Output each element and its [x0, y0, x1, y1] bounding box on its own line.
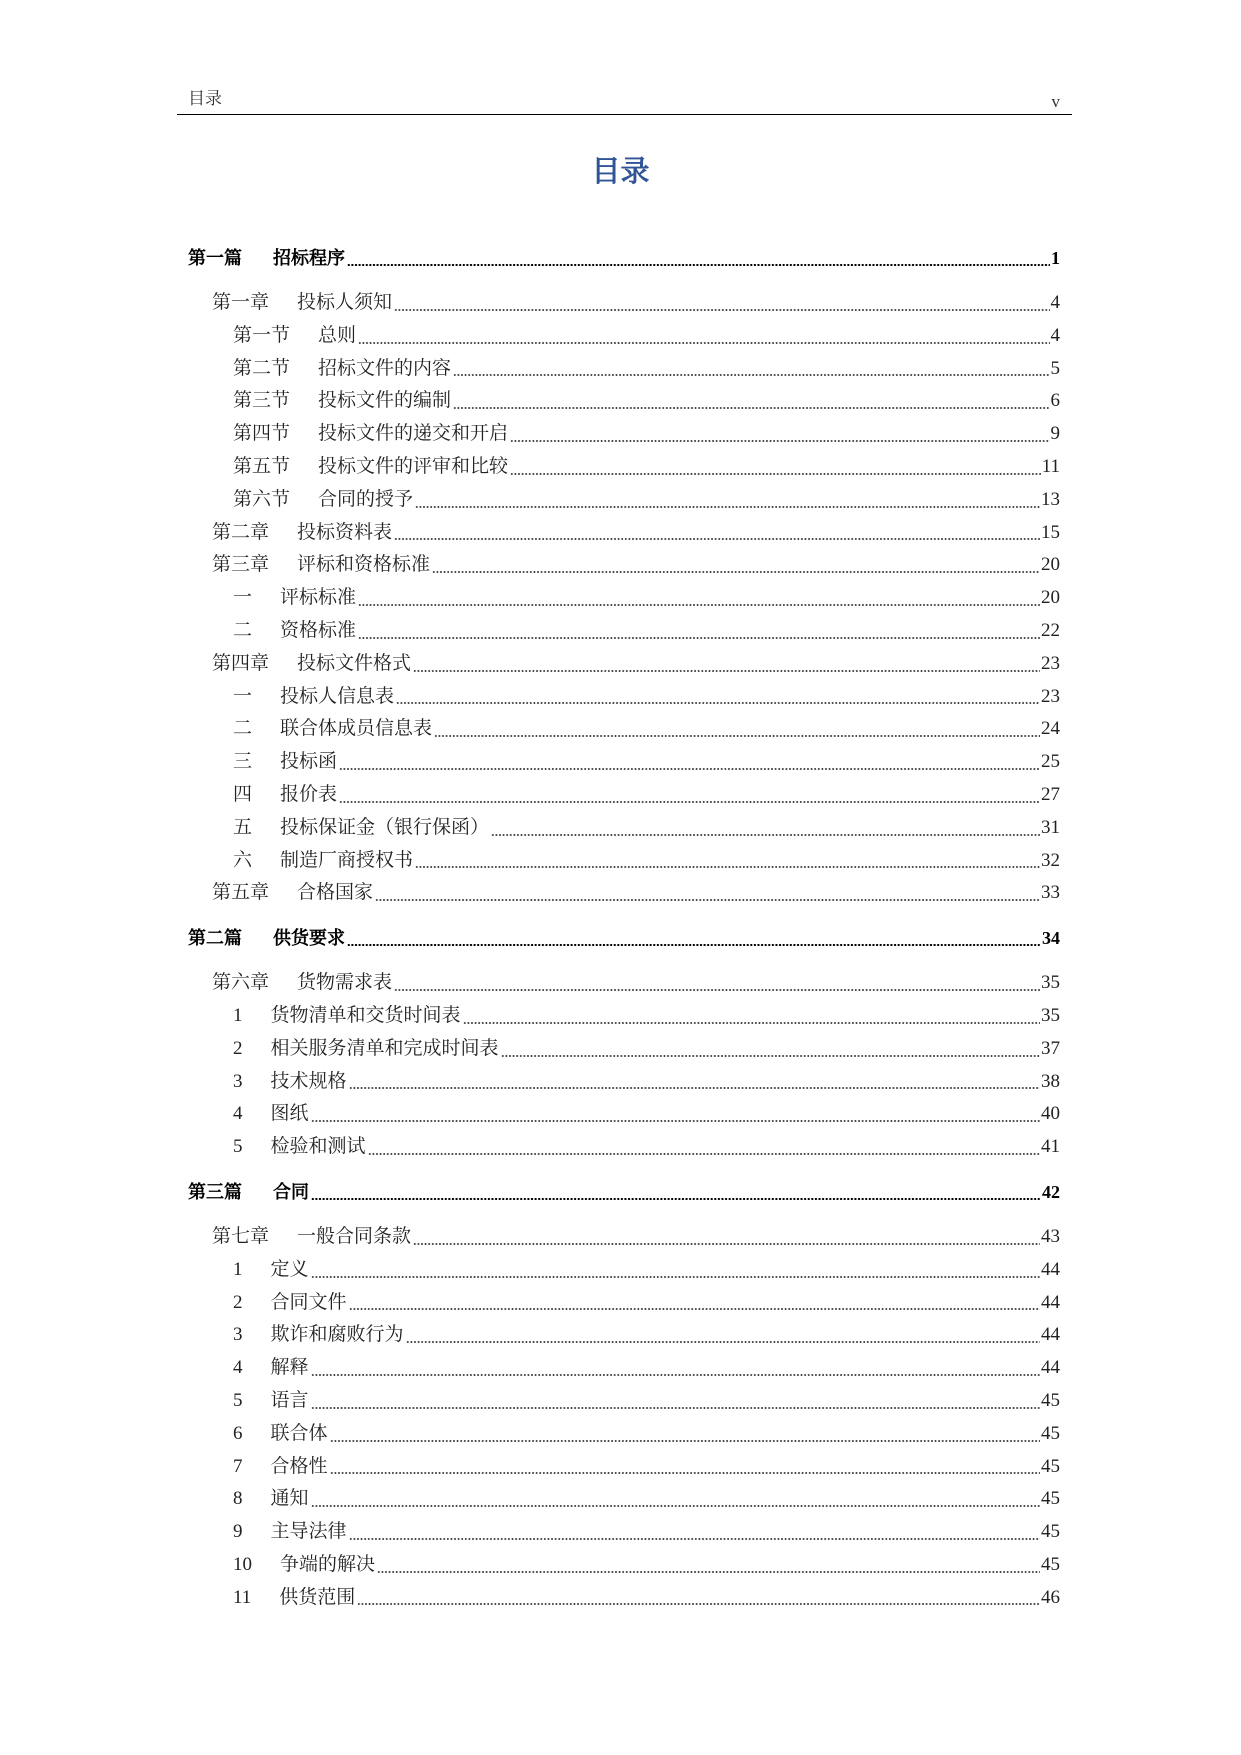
toc-page-number: 35 [1041, 1004, 1060, 1026]
toc-page-number: 42 [1042, 1181, 1060, 1202]
toc-page-number: 44 [1041, 1258, 1060, 1280]
dot-leader [311, 1198, 1041, 1200]
toc-section-entry[interactable] [188, 484, 1060, 517]
dot-leader [510, 440, 1049, 442]
toc-page-number: 40 [1041, 1103, 1060, 1125]
toc-entry-title: 投标文件格式 [297, 652, 412, 674]
toc-entry-number: 8 [233, 1488, 243, 1510]
toc-entry-title: 通知 [270, 1488, 309, 1510]
toc-entry-number: 7 [233, 1455, 243, 1477]
toc-entry-title: 图纸 [270, 1103, 309, 1125]
dot-leader [396, 702, 1040, 704]
toc-entry-title: 评标标准 [280, 587, 357, 609]
toc-page-number: 35 [1041, 972, 1060, 994]
toc-entry-number: 3 [233, 1324, 243, 1346]
dot-leader [339, 768, 1040, 770]
toc-entry-title: 争端的解决 [280, 1553, 376, 1575]
toc-page-number: 43 [1041, 1225, 1060, 1247]
toc-page-number: 34 [1042, 928, 1060, 949]
dot-leader [311, 1505, 1040, 1507]
toc-section-entry[interactable] [188, 320, 1060, 353]
toc-entry-number: 第四节 [233, 423, 291, 445]
toc-entry-number: 二 [233, 718, 253, 740]
table-of-contents [188, 242, 1060, 1614]
toc-entry-number: 第七章 [212, 1225, 270, 1247]
dot-leader [434, 735, 1040, 737]
toc-page-number: 45 [1041, 1553, 1060, 1575]
toc-section-entry[interactable] [188, 1066, 1060, 1099]
toc-section-entry[interactable] [188, 1516, 1060, 1549]
toc-page-number: 45 [1041, 1488, 1060, 1510]
dot-leader [432, 571, 1040, 573]
toc-part-entry[interactable] [188, 1176, 1060, 1209]
toc-entry-title: 欺诈和腐败行为 [270, 1324, 404, 1346]
toc-entry-title: 投标文件的递交和开启 [318, 423, 509, 445]
dot-leader [415, 506, 1040, 508]
toc-page-number: 37 [1041, 1037, 1060, 1059]
dot-leader [394, 989, 1040, 991]
dot-leader [311, 1120, 1040, 1122]
toc-entry-number: 二 [233, 619, 253, 641]
toc-page-number: 45 [1041, 1455, 1060, 1477]
toc-chapter-entry[interactable] [188, 287, 1060, 320]
dot-leader [358, 637, 1040, 639]
toc-entry-title: 投标人信息表 [280, 685, 395, 707]
toc-page-number: 4 [1050, 324, 1060, 346]
toc-chapter-entry[interactable] [188, 1221, 1060, 1254]
dot-leader [453, 407, 1049, 409]
toc-entry-title: 资格标准 [280, 619, 357, 641]
toc-entry-title: 投标文件的编制 [318, 390, 452, 412]
toc-page-number: 20 [1041, 554, 1060, 576]
toc-entry-number: 第六节 [233, 488, 291, 510]
toc-entry-number: 1 [233, 1258, 243, 1280]
toc-section-entry[interactable] [188, 1483, 1060, 1516]
dot-leader [339, 801, 1040, 803]
page-title: 目录 [591, 154, 650, 188]
toc-entry-title: 合格性 [270, 1455, 328, 1477]
toc-page-number: 45 [1041, 1389, 1060, 1411]
toc-entry-title: 投标文件的评审和比较 [318, 455, 509, 477]
dot-leader [368, 1153, 1040, 1155]
toc-page-number: 32 [1041, 849, 1060, 871]
running-header-title: 目录 [188, 89, 222, 108]
toc-entry-number: 2 [233, 1291, 243, 1313]
dot-leader [491, 834, 1040, 836]
toc-section-entry[interactable] [188, 1254, 1060, 1287]
toc-section-entry[interactable] [188, 812, 1060, 845]
toc-section-entry[interactable] [188, 1385, 1060, 1418]
toc-entry-title: 供货要求 [273, 928, 345, 950]
toc-entry-title: 一般合同条款 [297, 1225, 412, 1247]
toc-page-number: 44 [1041, 1291, 1060, 1313]
toc-entry-title: 报价表 [280, 783, 338, 805]
dot-leader [510, 473, 1041, 475]
dot-leader [349, 1308, 1040, 1310]
toc-section-entry[interactable] [188, 1451, 1060, 1484]
dot-leader [330, 1440, 1040, 1442]
toc-entry-title: 评标和资格标准 [297, 554, 431, 576]
toc-entry-title: 投标资料表 [297, 521, 393, 543]
toc-page-number: 5 [1050, 357, 1060, 379]
running-header-page-number: v [1051, 92, 1060, 111]
toc-entry-number: 第三节 [233, 390, 291, 412]
toc-page-number: 22 [1041, 619, 1060, 641]
toc-entry-number: 第五章 [212, 882, 270, 904]
toc-section-entry[interactable] [188, 681, 1060, 714]
toc-page-number: 31 [1041, 816, 1060, 838]
dot-leader [406, 1341, 1040, 1343]
toc-section-entry[interactable] [188, 1033, 1060, 1066]
dot-leader [311, 1374, 1040, 1376]
toc-page-number: 9 [1050, 423, 1060, 445]
toc-entry-number: 第六章 [212, 972, 270, 994]
toc-entry-number: 3 [233, 1070, 243, 1092]
toc-section-entry[interactable] [188, 779, 1060, 812]
toc-page-number: 15 [1041, 521, 1060, 543]
toc-entry-number: 第一节 [233, 324, 291, 346]
toc-chapter-entry[interactable] [188, 967, 1060, 1000]
toc-entry-title: 招标文件的内容 [318, 357, 452, 379]
toc-entry-title: 合同的授予 [318, 488, 414, 510]
toc-entry-title: 制造厂商授权书 [280, 849, 414, 871]
dot-leader [311, 1407, 1040, 1409]
dot-leader [394, 309, 1049, 311]
dot-leader [349, 1538, 1040, 1540]
toc-page-number: 45 [1041, 1521, 1060, 1543]
toc-section-entry[interactable] [188, 1000, 1060, 1033]
toc-section-entry[interactable] [188, 615, 1060, 648]
toc-part-entry[interactable] [188, 922, 1060, 955]
toc-entry-title: 合格国家 [297, 882, 374, 904]
toc-entry-title: 定义 [270, 1258, 309, 1280]
toc-section-entry[interactable] [188, 1549, 1060, 1582]
toc-chapter-entry[interactable] [188, 877, 1060, 910]
toc-entry-title: 联合体成员信息表 [280, 718, 433, 740]
toc-entry-number: 5 [233, 1136, 243, 1158]
toc-entry-title: 合同文件 [270, 1291, 347, 1313]
toc-entry-number: 9 [233, 1521, 243, 1543]
toc-entry-title: 投标函 [280, 751, 338, 773]
toc-entry-number: 第二篇 [188, 928, 242, 950]
toc-section-entry[interactable] [188, 1352, 1060, 1385]
dot-leader [501, 1055, 1040, 1057]
toc-entry-title: 主导法律 [270, 1521, 347, 1543]
dot-leader [453, 374, 1049, 376]
toc-entry-number: 第一章 [212, 292, 270, 313]
toc-page-number: 45 [1041, 1422, 1060, 1444]
toc-entry-number: 5 [233, 1389, 243, 1411]
toc-entry-number: 第五节 [233, 455, 291, 477]
toc-page-number: 27 [1041, 783, 1060, 805]
toc-entry-number: 三 [233, 751, 253, 773]
toc-section-entry[interactable] [188, 418, 1060, 451]
header-divider [177, 114, 1072, 115]
toc-page-number: 6 [1050, 390, 1060, 412]
dot-leader [358, 604, 1040, 606]
dot-leader [413, 1243, 1040, 1245]
toc-section-entry[interactable] [188, 1418, 1060, 1451]
toc-entry-title: 总则 [318, 324, 357, 346]
toc-section-entry[interactable] [188, 1582, 1060, 1615]
toc-entry-number: 第二节 [233, 357, 291, 379]
toc-entry-title: 货物需求表 [297, 972, 393, 994]
toc-section-entry[interactable] [188, 582, 1060, 615]
toc-section-entry[interactable] [188, 845, 1060, 878]
toc-entry-title: 联合体 [270, 1422, 328, 1444]
toc-entry-number: 四 [233, 783, 253, 805]
toc-entry-number: 11 [233, 1586, 252, 1608]
toc-section-entry[interactable] [188, 1287, 1060, 1320]
toc-page-number: 20 [1041, 587, 1060, 609]
toc-entry-number: 五 [233, 816, 253, 838]
toc-entry-title: 货物清单和交货时间表 [270, 1004, 461, 1026]
toc-entry-number: 第三篇 [188, 1181, 242, 1203]
dot-leader [463, 1022, 1040, 1024]
toc-page-number: 1 [1051, 248, 1060, 268]
dot-leader [394, 538, 1040, 540]
toc-entry-number: 10 [233, 1553, 252, 1575]
dot-leader [415, 866, 1040, 868]
toc-entry-title: 语言 [270, 1389, 309, 1411]
toc-entry-number: 第二章 [212, 521, 270, 543]
toc-page-number: 33 [1041, 882, 1060, 904]
dot-leader [347, 264, 1050, 266]
toc-entry-title: 投标保证金（银行保函） [280, 816, 490, 838]
toc-entry-number: 一 [233, 685, 253, 707]
toc-page-number: 23 [1041, 685, 1060, 707]
toc-entry-title: 检验和测试 [270, 1136, 366, 1158]
dot-leader [330, 1472, 1040, 1474]
dot-leader [377, 1571, 1040, 1573]
toc-page-number: 44 [1041, 1357, 1060, 1379]
toc-page-number: 23 [1041, 652, 1060, 674]
dot-leader [413, 670, 1040, 672]
toc-page-number: 46 [1041, 1586, 1060, 1608]
toc-entry-title: 招标程序 [273, 248, 345, 269]
toc-section-entry[interactable] [188, 1131, 1060, 1164]
toc-entry-number: 6 [233, 1422, 243, 1444]
dot-leader [358, 342, 1049, 344]
toc-section-entry[interactable] [188, 1098, 1060, 1131]
toc-entry-title: 解释 [270, 1357, 309, 1379]
toc-entry-number: 4 [233, 1103, 243, 1125]
toc-page-number: 25 [1041, 751, 1060, 773]
toc-page-number: 13 [1041, 488, 1060, 510]
dot-leader [375, 899, 1040, 901]
toc-entry-number: 4 [233, 1357, 243, 1379]
toc-page-number: 4 [1050, 292, 1060, 313]
toc-page-number: 44 [1041, 1324, 1060, 1346]
toc-part-entry[interactable] [188, 242, 1060, 275]
dot-leader [311, 1276, 1040, 1278]
toc-section-entry[interactable] [188, 713, 1060, 746]
toc-section-entry[interactable] [188, 1319, 1060, 1352]
toc-entry-number: 第三章 [212, 554, 270, 576]
toc-entry-title: 合同 [273, 1181, 309, 1203]
toc-page-number: 38 [1041, 1070, 1060, 1092]
toc-entry-number: 第四章 [212, 652, 270, 674]
toc-section-entry[interactable] [188, 353, 1060, 386]
toc-entry-number: 第一篇 [188, 248, 242, 269]
toc-chapter-entry[interactable] [188, 517, 1060, 550]
toc-entry-number: 一 [233, 587, 253, 609]
toc-entry-number: 六 [233, 849, 253, 871]
toc-entry-title: 技术规格 [270, 1070, 347, 1092]
toc-section-entry[interactable] [188, 385, 1060, 418]
toc-chapter-entry[interactable] [188, 549, 1060, 582]
toc-chapter-entry[interactable] [188, 648, 1060, 681]
dot-leader [349, 1087, 1040, 1089]
dot-leader [347, 944, 1041, 946]
toc-page-number: 41 [1041, 1136, 1060, 1158]
toc-entry-title: 相关服务清单和完成时间表 [270, 1037, 499, 1059]
toc-entry-number: 1 [233, 1004, 243, 1026]
dot-leader [357, 1603, 1040, 1605]
toc-section-entry[interactable] [188, 451, 1060, 484]
toc-entry-number: 2 [233, 1037, 243, 1059]
toc-entry-title: 供货范围 [279, 1586, 356, 1608]
toc-entry-title: 投标人须知 [297, 292, 393, 313]
toc-page-number: 11 [1041, 455, 1060, 477]
toc-page-number: 24 [1041, 718, 1060, 740]
toc-section-entry[interactable] [188, 746, 1060, 779]
